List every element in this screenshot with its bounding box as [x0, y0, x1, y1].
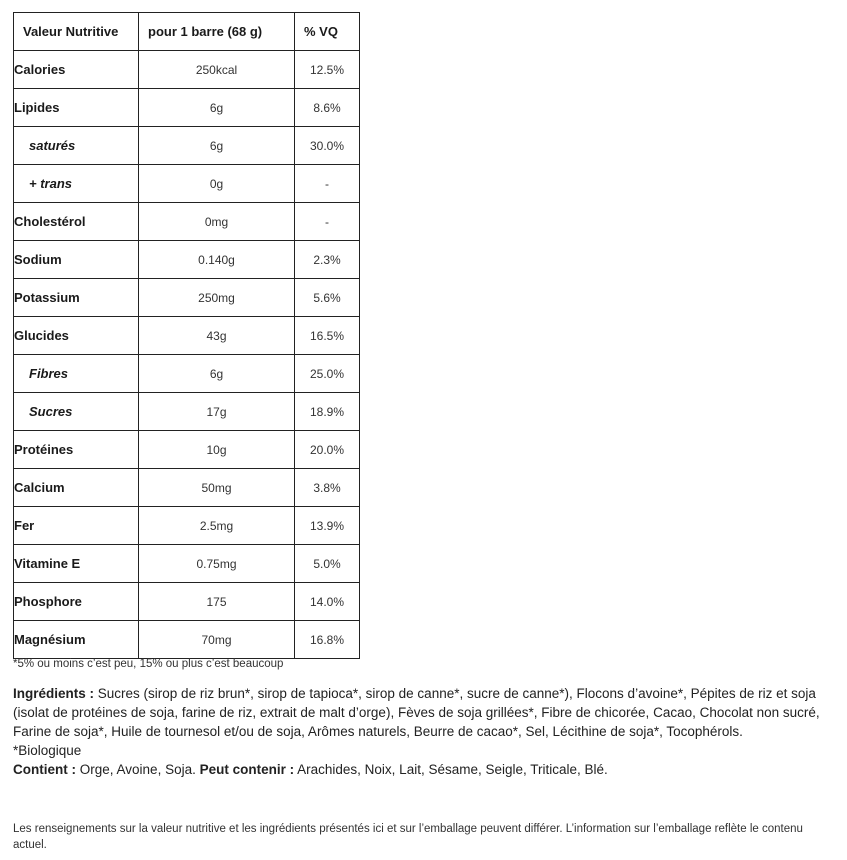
- organic-note: *Biologique: [13, 743, 82, 758]
- nutrient-daily-value: 5.6%: [295, 279, 360, 317]
- table-row: [14, 317, 360, 355]
- nutrient-daily-value: 3.8%: [295, 469, 360, 507]
- nutrient-name: Sodium: [14, 241, 139, 279]
- nutrient-name: Calories: [14, 51, 139, 89]
- table-row: [14, 355, 360, 393]
- nutrient-name: Glucides: [14, 317, 139, 355]
- nutrient-daily-value: 16.8%: [295, 621, 360, 659]
- table-row: [14, 393, 360, 431]
- ingredients-section: [13, 684, 828, 779]
- may-contain-label: Peut contenir :: [199, 762, 295, 777]
- nutrient-amount: 2.5mg: [139, 507, 295, 545]
- ingredients-label: Ingrédients :: [13, 686, 95, 701]
- nutrition-rows: [14, 51, 360, 659]
- nutrient-amount: 17g: [139, 393, 295, 431]
- column-header-nutrient: Valeur Nutritive: [14, 13, 139, 51]
- nutrient-amount: 0g: [139, 165, 295, 203]
- nutrient-amount: 43g: [139, 317, 295, 355]
- contains-text: Orge, Avoine, Soja.: [79, 762, 196, 777]
- nutrient-daily-value: -: [295, 165, 360, 203]
- nutrient-name: Fer: [14, 507, 139, 545]
- nutrient-name: Sucres: [14, 393, 139, 431]
- table-row: [14, 203, 360, 241]
- table-row: [14, 469, 360, 507]
- nutrient-daily-value: 18.9%: [295, 393, 360, 431]
- nutrient-name: Vitamine E: [14, 545, 139, 583]
- table-row: [14, 279, 360, 317]
- nutrient-amount: 250mg: [139, 279, 295, 317]
- nutrient-amount: 0.140g: [139, 241, 295, 279]
- table-header-row: [14, 13, 360, 51]
- table-row: [14, 165, 360, 203]
- nutrient-daily-value: -: [295, 203, 360, 241]
- column-header-amount: pour 1 barre (68 g): [139, 13, 295, 51]
- table-row: [14, 89, 360, 127]
- nutrient-daily-value: 5.0%: [295, 545, 360, 583]
- table-row: [14, 545, 360, 583]
- nutrient-amount: 6g: [139, 127, 295, 165]
- nutrient-amount: 70mg: [139, 621, 295, 659]
- nutrient-name: Potassium: [14, 279, 139, 317]
- nutrient-daily-value: 2.3%: [295, 241, 360, 279]
- contains-label: Contient :: [13, 762, 76, 777]
- column-header-daily-value: % VQ: [295, 13, 360, 51]
- nutrient-amount: 10g: [139, 431, 295, 469]
- table-row: [14, 583, 360, 621]
- nutrient-amount: 0mg: [139, 203, 295, 241]
- nutrient-name: Protéines: [14, 431, 139, 469]
- nutrient-name: saturés: [14, 127, 139, 165]
- ingredients-text: Sucres (sirop de riz brun*, sirop de tapioca*, sirop de canne*, sucre de canne*), Flocons d’avoine*, Pépites de riz et soja (isolat de protéines de soja, farine de riz, extrait de malt d’orge), Fèves de soja grillées*, Fibre de chicorée, Cacao, Chocolat non sucré, Farine de soja*, Huile de tournesol et/ou de soja, Arômes naturels, Beurre de cacao*, Sel, Lécithine de soja*, Tocophérols.: [13, 686, 820, 739]
- disclaimer-text: Les renseignements sur la valeur nutritive et les ingrédients présentés ici et sur l’emballage peuvent différer. L’information sur l’emballage reflète le contenu actuel.: [13, 823, 803, 851]
- nutrient-amount: 6g: [139, 355, 295, 393]
- nutrition-table: [13, 12, 360, 659]
- table-row: [14, 51, 360, 89]
- table-row: [14, 621, 360, 659]
- nutrient-daily-value: 20.0%: [295, 431, 360, 469]
- nutrient-daily-value: 12.5%: [295, 51, 360, 89]
- table-row: [14, 431, 360, 469]
- nutrient-daily-value: 14.0%: [295, 583, 360, 621]
- allergens-line: [13, 760, 828, 779]
- nutrient-daily-value: 8.6%: [295, 89, 360, 127]
- nutrient-daily-value: 25.0%: [295, 355, 360, 393]
- nutrient-daily-value: 13.9%: [295, 507, 360, 545]
- nutrient-daily-value: 30.0%: [295, 127, 360, 165]
- ingredients-paragraph: [13, 684, 828, 741]
- nutrient-name: + trans: [14, 165, 139, 203]
- may-contain-text: Arachides, Noix, Lait, Sésame, Seigle, Triticale, Blé.: [297, 762, 608, 777]
- nutrient-name: Fibres: [14, 355, 139, 393]
- nutrient-name: Phosphore: [14, 583, 139, 621]
- nutrient-name: Lipides: [14, 89, 139, 127]
- table-row: [14, 507, 360, 545]
- nutrient-amount: 250kcal: [139, 51, 295, 89]
- table-row: [14, 241, 360, 279]
- nutrient-amount: 0.75mg: [139, 545, 295, 583]
- nutrient-amount: 175: [139, 583, 295, 621]
- nutrient-daily-value: 16.5%: [295, 317, 360, 355]
- daily-value-footnote: *5% ou moins c’est peu, 15% ou plus c’est beaucoup: [13, 658, 284, 670]
- nutrient-amount: 50mg: [139, 469, 295, 507]
- nutrient-name: Calcium: [14, 469, 139, 507]
- nutrient-name: Magnésium: [14, 621, 139, 659]
- nutrient-amount: 6g: [139, 89, 295, 127]
- table-row: [14, 127, 360, 165]
- nutrient-name: Cholestérol: [14, 203, 139, 241]
